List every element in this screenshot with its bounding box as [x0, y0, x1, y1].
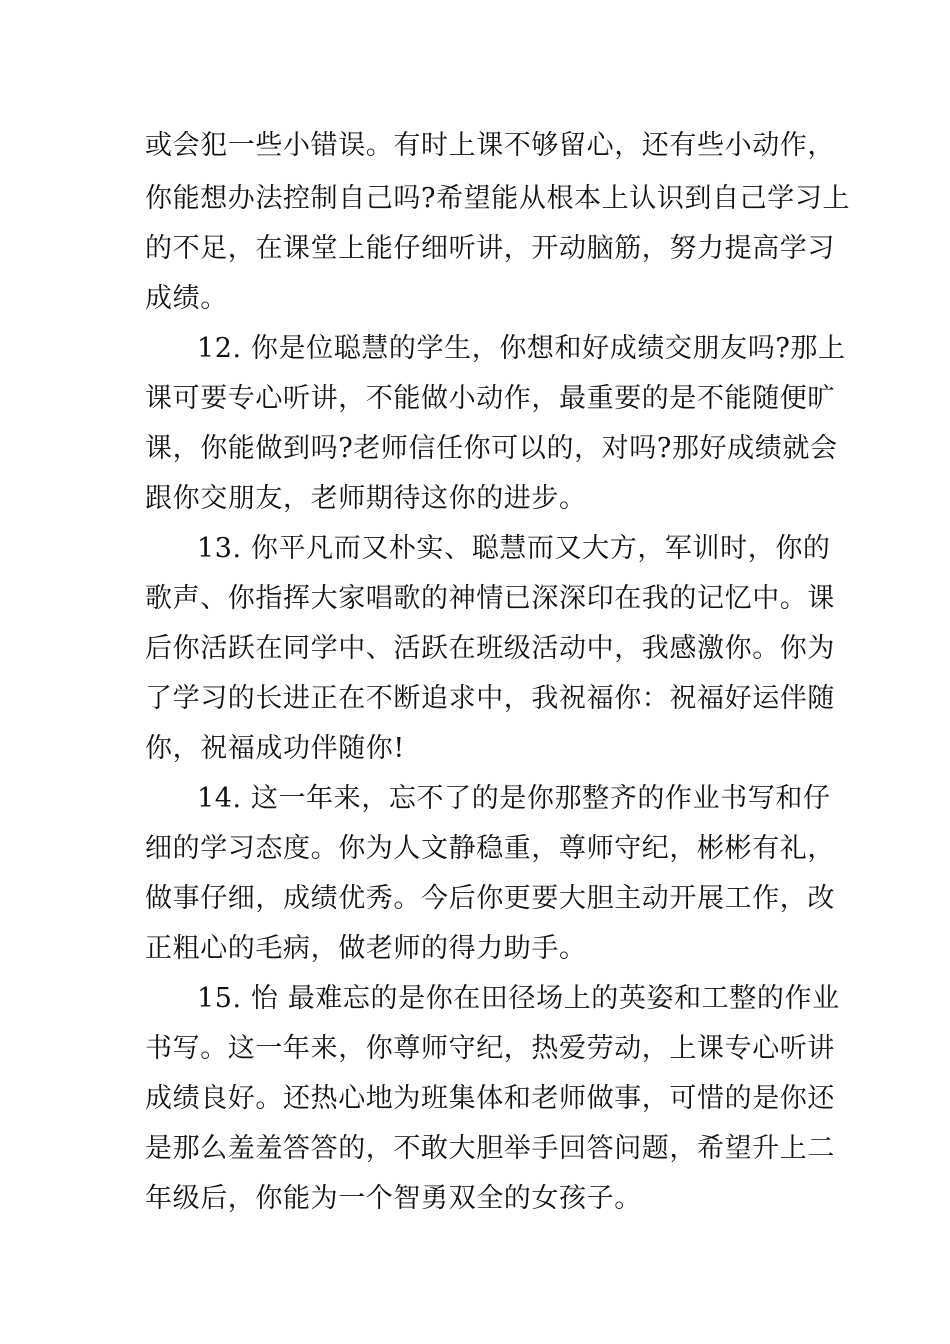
paragraph-12-start: 12. 你是位聪慧的学生，你想和好成绩交朋友吗?那上 — [197, 333, 846, 364]
text-line: 的不足，在课堂上能仔细听讲，开动脑筋，努力提高学习 — [145, 233, 835, 264]
text-line: 跟你交朋友，老师期待这你的进步。 — [145, 483, 587, 514]
text-line: 成绩。 — [145, 283, 228, 314]
paragraph-13-start: 13. 你平凡而又朴实、聪慧而又大方，军训时，你的 — [197, 533, 831, 564]
text-line: 做事仔细，成绩优秀。今后你更要大胆主动开展工作，改 — [145, 883, 835, 914]
text-line: 或会犯一些小错误。有时上课不够留心，还有些小动作， — [145, 130, 835, 161]
paragraph-14-start: 14. 这一年来，忘不了的是你那整齐的作业书写和仔 — [197, 783, 831, 814]
text-line: 你能想办法控制自己吗?希望能从根本上认识到自己学习上 — [145, 183, 851, 214]
text-line: 成绩良好。还热心地为班集体和老师做事，可惜的是你还 — [145, 1083, 835, 1114]
text-line: 是那么羞羞答答的，不敢大胆举手回答问题，希望升上二 — [145, 1133, 835, 1164]
text-line: 课，你能做到吗?老师信任你可以的，对吗?那好成绩就会 — [145, 433, 838, 464]
text-line: 了学习的长进正在不断追求中，我祝福你：祝福好运伴随 — [145, 683, 835, 714]
text-line: 书写。这一年来，你尊师守纪，热爱劳动，上课专心听讲 — [145, 1033, 835, 1064]
text-line: 年级后，你能为一个智勇双全的女孩子。 — [145, 1183, 642, 1214]
text-line: 歌声、你指挥大家唱歌的神情已深深印在我的记忆中。课 — [145, 583, 835, 614]
text-line: 后你活跃在同学中、活跃在班级活动中，我感激你。你为 — [145, 633, 835, 664]
text-line: 细的学习态度。你为人文静稳重，尊师守纪，彬彬有礼， — [145, 833, 835, 864]
text-line: 你，祝福成功伴随你! — [145, 733, 405, 764]
paragraph-15-start: 15. 怡 最难忘的是你在田径场上的英姿和工整的作业 — [197, 983, 840, 1014]
text-line: 课可要专心听讲，不能做小动作，最重要的是不能随便旷 — [145, 383, 835, 414]
text-line: 正粗心的毛病，做老师的得力助手。 — [145, 933, 587, 964]
